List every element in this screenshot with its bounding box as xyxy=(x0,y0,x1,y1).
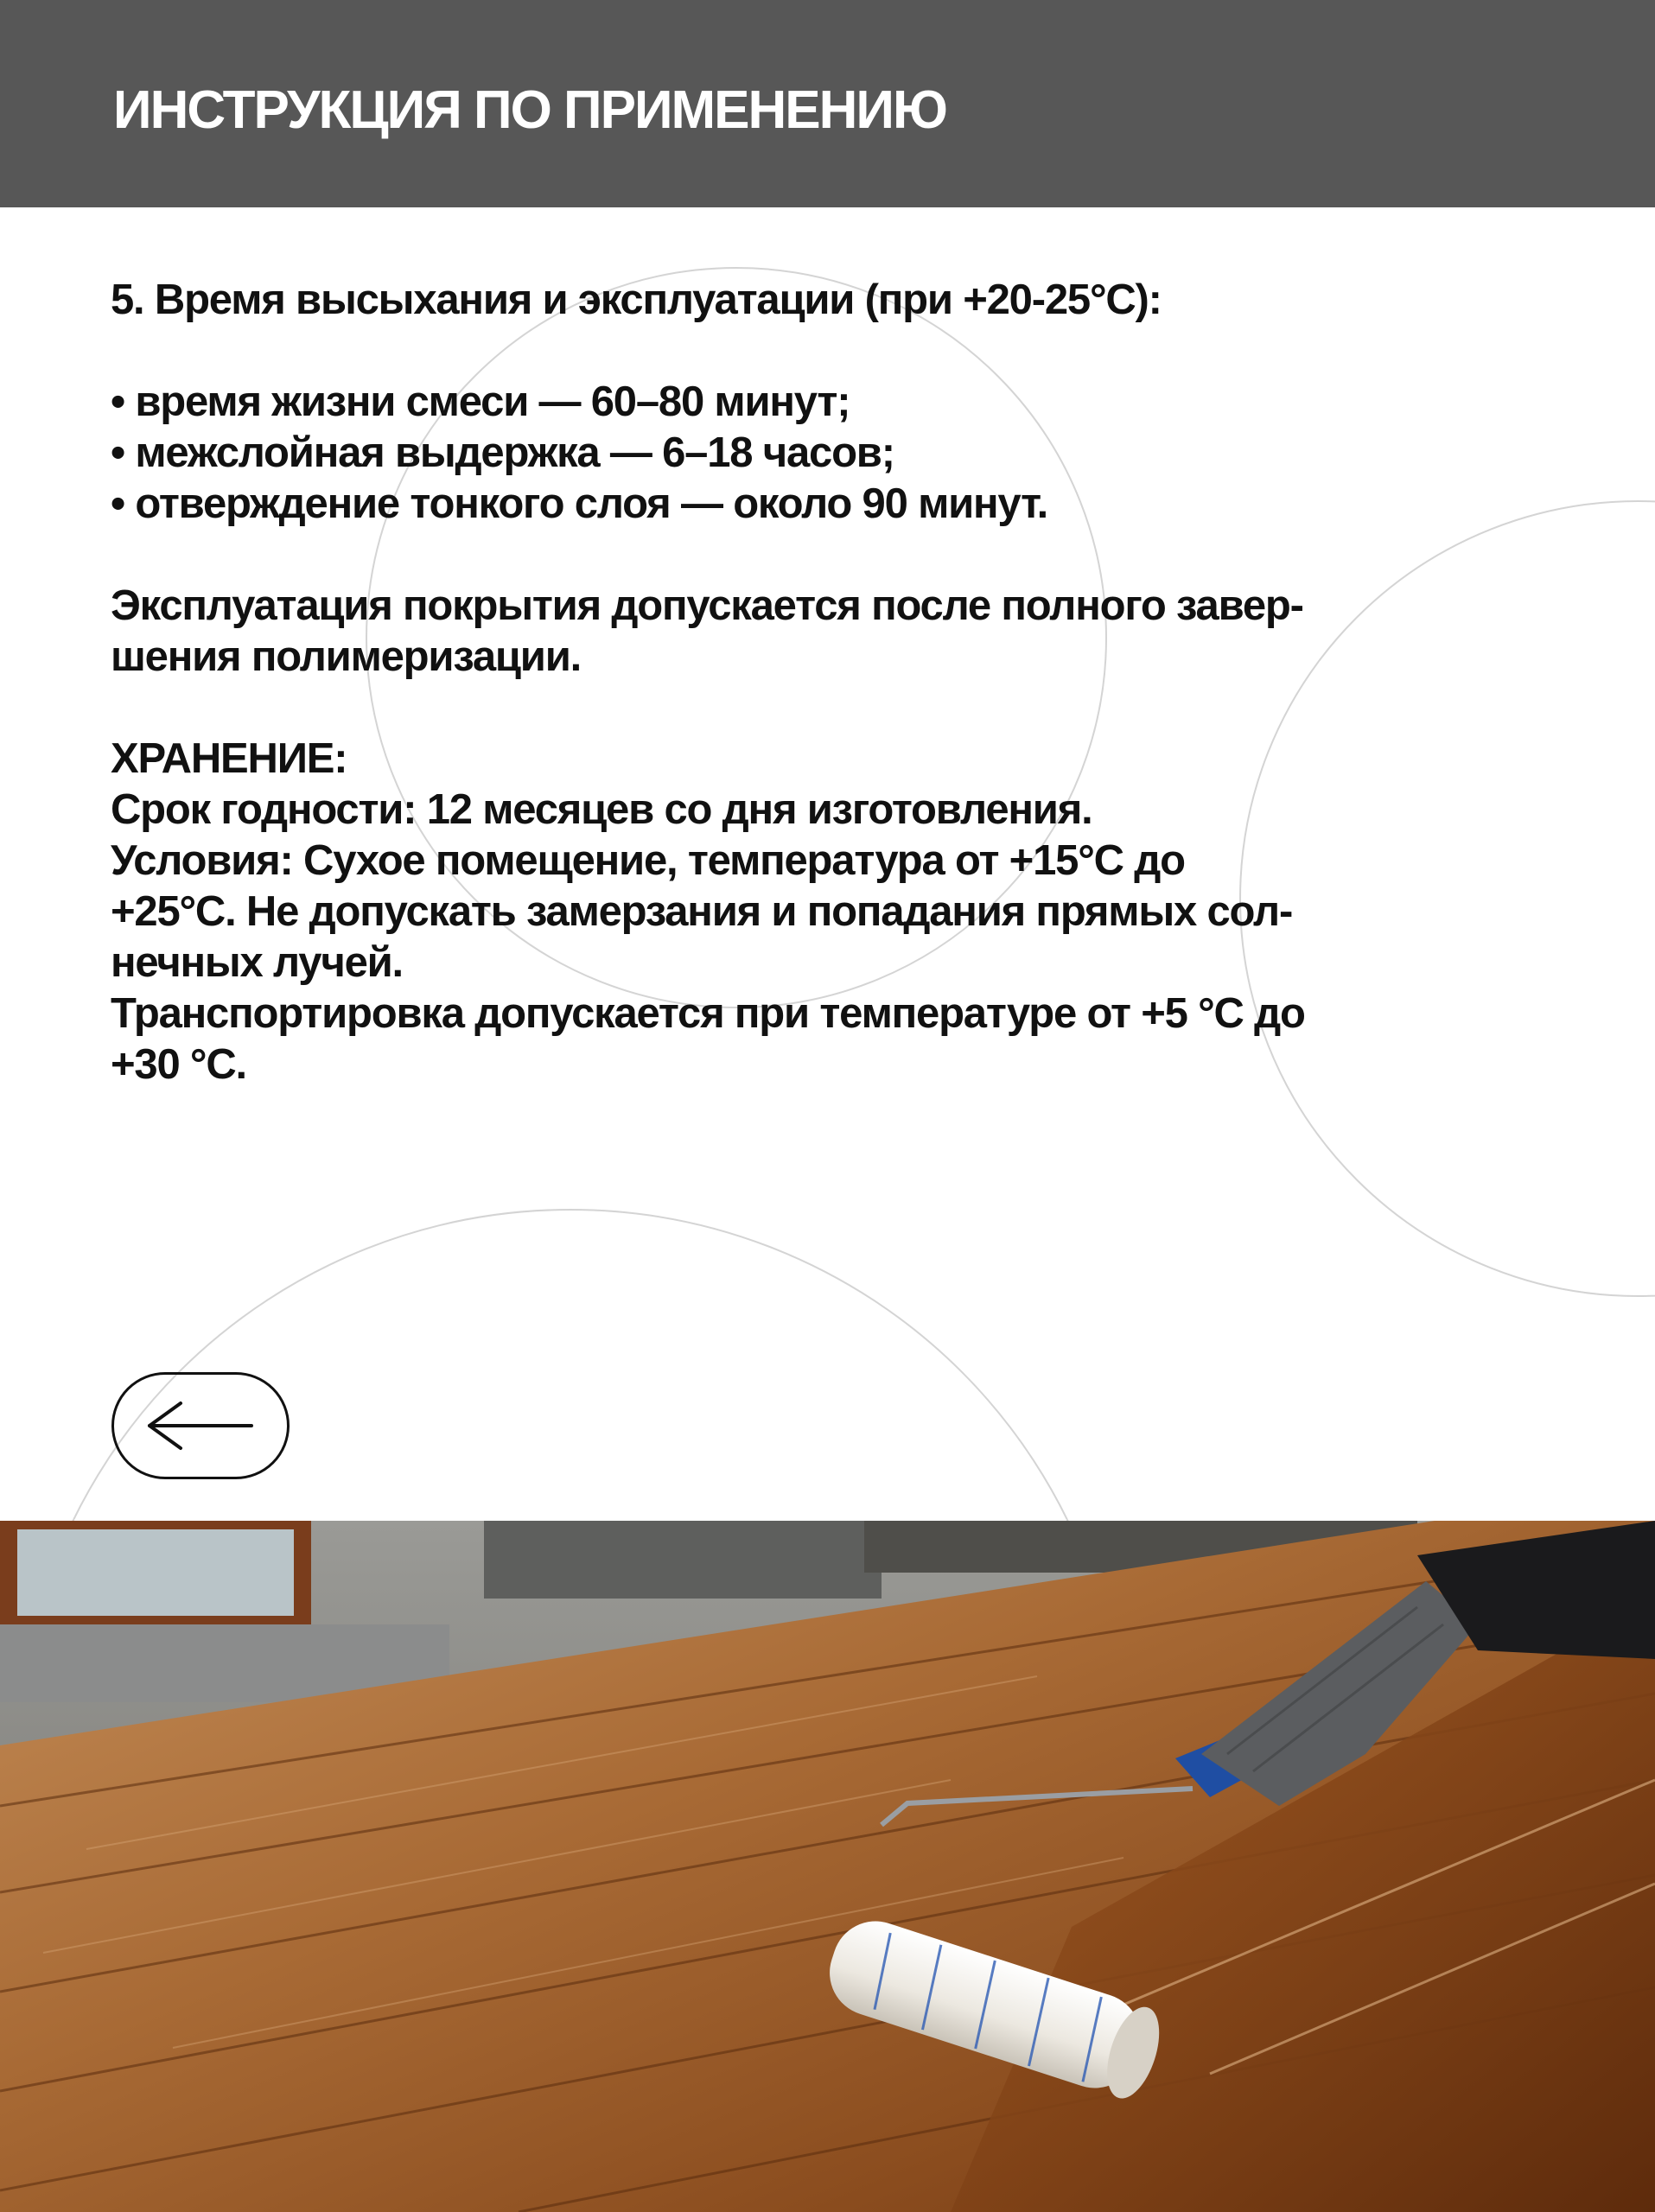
wood-varnishing-photo xyxy=(0,1521,1655,2212)
section-heading: 5. Время высыхания и эксплуатации (при +20-25°С): xyxy=(111,276,1162,323)
storage-text: Срок годности: 12 месяцев со дня изготовления. xyxy=(111,786,1092,833)
storage-text: нечных лучей. xyxy=(111,939,403,986)
bullet-item: • отверждение тонкого слоя — около 90 минут. xyxy=(111,480,1047,527)
storage-heading: ХРАНЕНИЕ: xyxy=(111,735,347,782)
storage-text: Транспортировка допускается при температуре от +5 °С до xyxy=(111,990,1305,1037)
header-bar xyxy=(0,0,1655,207)
page-title: ИНСТРУКЦИЯ ПО ПРИМЕНЕНИЮ xyxy=(113,80,946,140)
storage-text: +25°С. Не допускать замерзания и попадания прямых сол- xyxy=(111,888,1293,935)
bullet-item: • межслойная выдержка — 6–18 часов; xyxy=(111,429,894,476)
arrow-left-icon xyxy=(144,1400,257,1452)
storage-text: Условия: Сухое помещение, температура от +15°С до xyxy=(111,837,1185,884)
storage-text: +30 °С. xyxy=(111,1041,246,1088)
back-button[interactable] xyxy=(111,1372,290,1479)
note-text: шения полимеризации. xyxy=(111,633,582,680)
note-text: Эксплуатация покрытия допускается после полного завер- xyxy=(111,582,1303,629)
bullet-item: • время жизни смеси — 60–80 минут; xyxy=(111,378,850,425)
instructions-text xyxy=(111,275,1545,1090)
